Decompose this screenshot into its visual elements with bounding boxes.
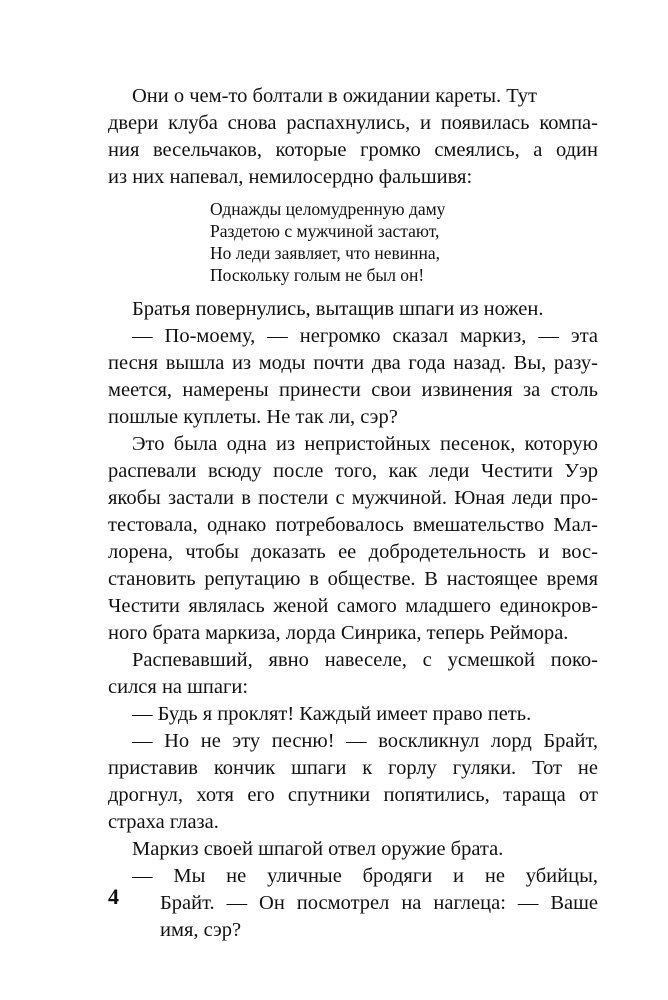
text-line: Это была одна из непристойных песенок, которую: [132, 433, 598, 455]
verse-line: Однажды целомудренную даму: [210, 199, 446, 219]
text-line: — Мы не уличные бродяги и не убийцы,: [132, 865, 598, 887]
text-line: распевали всюду после того, как леди Честити Уэр: [108, 460, 598, 482]
text-line: — Будь я проклят! Каждый имеет право петь.: [132, 703, 532, 725]
text-line: Они о чем-то болтали в ожидании кареты. Тут: [132, 85, 538, 107]
verse-line: Поскольку голым не был он!: [210, 265, 425, 285]
verse-line: Раздетою с мужчиной застают,: [210, 221, 440, 241]
text-line: сился на шпаги:: [108, 676, 249, 698]
text-line: Маркиз своей шпагой отвел оружие брата.: [132, 838, 504, 860]
text-line: имя, сэр?: [160, 919, 242, 941]
text-line: Честити являлась женой самого младшего единокров-: [108, 595, 598, 617]
verse-line: Но леди заявляет, что невинна,: [210, 243, 441, 263]
text-line: дрогнул, хотя его спутники попятились, тараща от: [108, 784, 598, 806]
text-line: пошлые куплеты. Не так ли, сэр?: [108, 406, 398, 428]
text-line: Брайт. — Он посмотрел на наглеца: — Ваше: [160, 892, 598, 914]
text-line: Братья повернулись, вытащив шпаги из ножен.: [132, 298, 544, 320]
text-line: якобы застали в постели с мужчиной. Юная леди про-: [108, 487, 598, 509]
text-line: двери клуба снова распахнулись, и появилась компа-: [108, 112, 598, 134]
text-line: ния весельчаков, которые громко смеялись, а один: [108, 139, 598, 161]
text-line: приставив кончик шпаги к горлу гуляки. Тот не: [108, 757, 598, 779]
text-line: ного брата маркиза, лорда Синрика, теперь Реймора.: [108, 622, 569, 644]
text-line: меется, намерены принести свои извинения за столь: [108, 379, 598, 401]
text-line: страха глаза.: [108, 811, 219, 833]
page-number: 4: [108, 884, 119, 909]
text-line: песня вышла из моды почти два года назад. Вы, разу-: [108, 352, 598, 374]
text-line: лорена, чтобы доказать ее добродетельность и вос-: [108, 541, 598, 563]
text-line: тестовала, однако потребовалось вмешательство Мал-: [108, 514, 598, 536]
text-line: из них напевал, немилосердно фальшивя:: [108, 166, 473, 188]
text-line: становить репутацию в обществе. В настоящее время: [108, 568, 598, 590]
text-line: — Но не эту песню! — воскликнул лорд Брайт,: [132, 730, 598, 752]
text-line: — По-моему, — негромко сказал маркиз, — эта: [132, 325, 598, 347]
text-line: Распевавший, явно навеселе, с усмешкой поко-: [132, 649, 598, 671]
